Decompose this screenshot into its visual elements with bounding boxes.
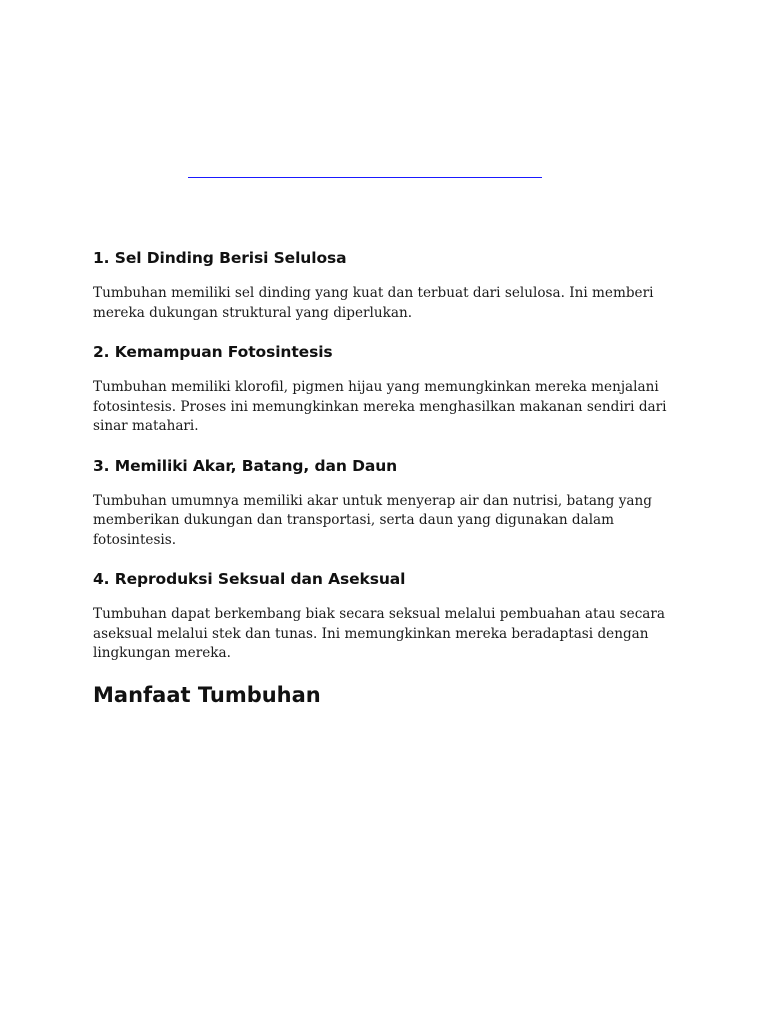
article-content bbox=[93, 246, 673, 709]
section-body-3: Tumbuhan umumnya memiliki akar untuk menyerap air dan nutrisi, batang yang memberikan dukungan dan transportasi, serta daun yang digunakan dalam fotosintesis. bbox=[93, 492, 652, 548]
section-body-1: Tumbuhan memiliki sel dinding yang kuat dan terbuat dari selulosa. Ini memberi mereka dukungan struktural yang diperlukan. bbox=[93, 285, 654, 321]
section-body-4: Tumbuhan dapat berkembang biak secara seksual melalui pembuahan atau secara aseksual melalui stek dan tunas. Ini memungkinkan mereka beradaptasi dengan lingkungan mereka. bbox=[93, 606, 666, 661]
section-body-2: Tumbuhan memiliki klorofil, pigmen hijau yang memungkinkan mereka menjalani fotosintesis. Proses ini memungkinkan mereka menghasilkan makanan sendiri dari sinar matahari. bbox=[93, 379, 667, 434]
section-heading-2: 2. Kemampuan Fotosintesis bbox=[93, 343, 333, 361]
hyperlink-underline[interactable] bbox=[188, 177, 542, 178]
section-heading-1: 1. Sel Dinding Berisi Selulosa bbox=[93, 249, 347, 267]
section-heading-3: 3. Memiliki Akar, Batang, dan Daun bbox=[93, 456, 398, 475]
benefits-heading: Manfaat Tumbuhan bbox=[93, 682, 321, 707]
section-heading-4: 4. Reproduksi Seksual dan Aseksual bbox=[93, 570, 406, 588]
